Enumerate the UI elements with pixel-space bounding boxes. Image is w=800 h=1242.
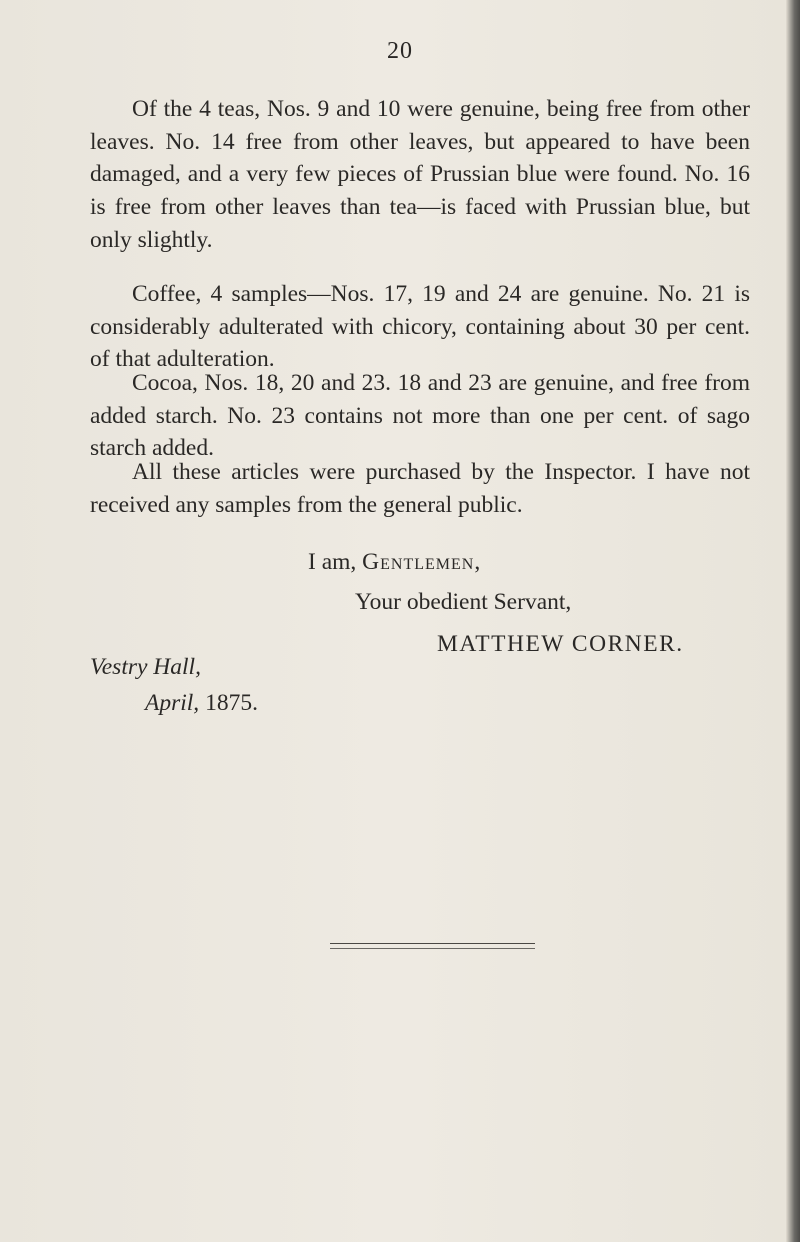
salutation-gentlemen: Gentlemen — [362, 549, 475, 575]
date-year: 1875. — [199, 690, 258, 716]
paragraph-text: All these articles were purchased by the Inspector. I have not received any samples from the general public. — [90, 459, 750, 518]
paragraph-inspector — [90, 456, 750, 521]
closing-obedient: Your obedient Servant, — [355, 589, 572, 615]
closing-salutation — [308, 549, 480, 576]
paragraph-cocoa — [90, 367, 750, 465]
page-binding-edge — [786, 0, 800, 1242]
divider-rule — [330, 943, 535, 944]
divider-rule — [330, 948, 535, 949]
salutation-prefix: I am, — [308, 549, 363, 575]
paragraph-text: Coffee, 4 samples—Nos. 17, 19 and 24 are genuine. No. 21 is considerably adulterated with chicory, containing about 30 per cent. of that adulteration. — [90, 281, 750, 373]
date-month: April, — [145, 690, 200, 716]
paragraph-teas — [90, 93, 750, 257]
signature: MATTHEW CORNER. — [437, 631, 684, 657]
paragraph-text: Of the 4 teas, Nos. 9 and 10 were genuine, being free from other leaves. No. 14 free from other leaves, but appeared to have been damaged, and a very few pieces of Prussian blue were found. No. 16 is free from other leaves than tea—is faced with Prussian blue, but only slightly. — [90, 96, 750, 253]
page-number: 20 — [387, 38, 413, 64]
place: Vestry Hall, — [90, 654, 201, 680]
date — [145, 690, 258, 717]
salutation-suffix: , — [474, 549, 481, 575]
paragraph-coffee — [90, 278, 750, 376]
paragraph-text: Cocoa, Nos. 18, 20 and 23. 18 and 23 are genuine, and free from added starch. No. 23 contains not more than one per cent. of sago starch added. — [90, 370, 750, 462]
